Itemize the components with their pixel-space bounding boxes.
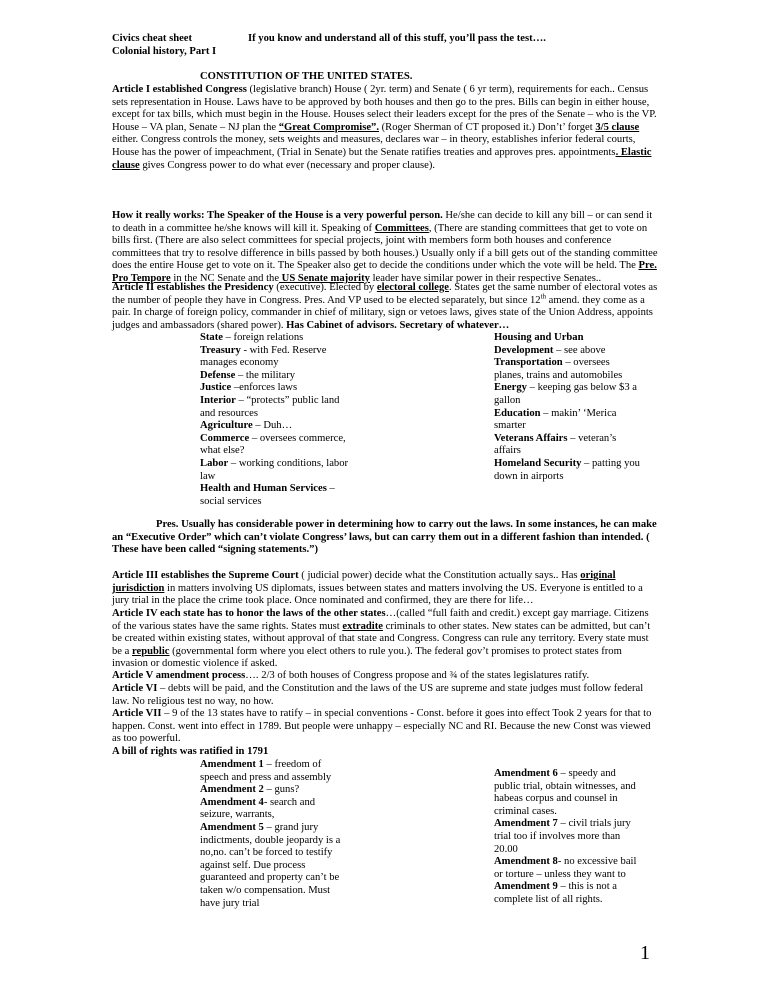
amendment-item [200, 797, 340, 810]
article-1-text-2: (Roger Sherman of CT proposed it.) Don’t’ forget [378, 121, 596, 133]
amendment-item-text: - no excessive bail [557, 856, 637, 868]
elastic-clause-term: . Elastic clause [112, 146, 652, 171]
cabinet-item-label: Education [494, 407, 541, 419]
article-2-lead: Article II establishes the Presidency [112, 282, 274, 293]
superscript: th [540, 292, 547, 301]
cabinet-item [494, 433, 640, 446]
amendment-item [200, 809, 340, 822]
document-title: CONSTITUTION OF THE UNITED STATES. [200, 71, 413, 82]
cabinet-item-label: Agriculture [200, 420, 253, 432]
cabinet-item-label: Health and Human Services [200, 483, 327, 495]
cabinet-item [200, 496, 348, 509]
amendment-item-text: or torture – unless they want to [494, 868, 626, 880]
article-2-text-2: . States get the same number of electoral votes as the number of people they have in Congress. Pres. And VP used to be elected separately, but since 12 [112, 282, 658, 306]
cabinet-item [494, 357, 640, 370]
cabinet-item [494, 471, 640, 484]
article-3-text-2: in matters involving US diplomats, issues between states and matters involving the US. Everyone is entitled to a jury trial in the place the crime took place. Once nominated and confirmed, they are there for life… [112, 582, 643, 607]
article-1-text-4: gives Congress power to do what ever (necessary and proper clause). [139, 159, 436, 171]
article-3-lead: Article III establishes the Supreme Court [112, 570, 299, 581]
cabinet-item [494, 420, 640, 433]
article-4-text: …(called “full faith and credit.) except gay marriage. Citizens of the various states have the same rights. States must [112, 608, 649, 632]
cabinet-item [494, 408, 640, 421]
cabinet-item [200, 420, 348, 433]
header-title: Civics cheat sheet [112, 33, 193, 44]
cabinet-item-text: planes, trains and automobiles [494, 369, 623, 381]
amendment-item-label: Amendment 9 [494, 881, 558, 893]
cabinet-item-text: law [200, 470, 216, 482]
amendment-item-label: Amendment 8 [494, 856, 558, 868]
cabinet-item-text: – keeping gas below $3 a [526, 382, 637, 394]
amendment-item-label: Amendment 2 [200, 784, 264, 796]
cabinet-item [200, 370, 348, 383]
cabinet-item-text: – Duh… [252, 420, 293, 432]
republic-term: republic [132, 645, 170, 657]
amendment-item-label: Amendment 7 [494, 818, 558, 830]
amendment-item [200, 784, 340, 797]
article-4-text-3: (governmental form where you elect others to rule you.). The federal gov’t promises to protect states from invasion or domestic violence if asked. [112, 645, 622, 670]
cabinet-item [494, 458, 640, 471]
amendment-item-text: – grand jury [263, 821, 319, 833]
cabinet-item-text: – see above [553, 344, 606, 356]
cabinet-item-label: Interior [200, 394, 236, 406]
cabinet-item-label: Veterans Affairs [494, 432, 568, 444]
original-jurisdiction-term: original jurisdiction [112, 570, 616, 594]
amendment-item-text: criminal cases. [494, 805, 557, 817]
article-6-text: – debts will be paid, and the Constitution and the laws of the US are supreme and state judges must follow federal law. No religious test no way, no how. [112, 683, 644, 707]
article-1-lead: Article I established Congress [112, 84, 247, 95]
article-1-text: (legislative branch) House ( 2yr. term) and Senate ( 6 yr term), requirements for each.. Census sets representation in House. Laws have to be approved by both houses and then go to the pres. Bills can begin in either house, except for tax bills, which must begin in the House. Houses select their leaders except for the pres of the Senate – who is the VP. House – VA plan, Senate – NJ plan the [112, 84, 657, 133]
cabinet-item [494, 345, 640, 358]
article-1-paragraph [112, 84, 658, 172]
article-3-paragraph [112, 570, 658, 608]
amendment-item [494, 881, 636, 894]
how-it-works-paragraph [112, 210, 658, 286]
cabinet-item [200, 458, 348, 471]
amendment-item-text: public trial, obtain witnesses, and [494, 780, 636, 792]
amendment-item [494, 831, 636, 844]
cabinet-item-text: social services [200, 495, 262, 507]
cabinet-item-text: gallon [494, 394, 521, 406]
amendment-item [494, 818, 636, 831]
cabinet-item-text: – oversees commerce, [249, 432, 346, 444]
amendment-item [494, 793, 636, 806]
article-2-paragraph [112, 282, 658, 332]
amendment-item-text: taken w/o compensation. Must [200, 884, 331, 896]
committees-term: Committees [374, 222, 429, 234]
amendment-item [200, 772, 340, 785]
cabinet-item [200, 471, 348, 484]
cabinet-item-text: – working conditions, labor [228, 457, 349, 469]
amendment-item-text: – guns? [263, 784, 300, 796]
amendment-item [494, 781, 636, 794]
three-fifths-term: 3/5 clause [595, 121, 640, 133]
article-7-text: – 9 of the 13 states have to ratify – in special conventions - Const. before it goes into effect Took 2 years for that to happen. Const. went into effect in 1789. But people were unhappy – especially NC and RI. Because the new Const was viewed as too powerful. [112, 708, 652, 745]
cabinet-item [200, 382, 348, 395]
amendment-item [200, 898, 340, 911]
cabinet-item-text: – patting you [581, 457, 640, 469]
cabinet-lead: Has Cabinet of advisors. Secretary of whatever… [286, 319, 510, 331]
amendment-item-text: habeas corpus and counsel in [494, 793, 618, 805]
cabinet-item [200, 395, 348, 408]
cabinet-item [494, 382, 640, 395]
amendment-item [200, 872, 340, 885]
amendment-item [494, 856, 636, 869]
cabinet-item [200, 408, 348, 421]
cabinet-item-label: Homeland Security [494, 457, 582, 469]
cabinet-item [200, 357, 348, 370]
amendment-item-text: – speedy and [557, 768, 616, 779]
amendment-item-text: - search and [263, 796, 316, 808]
amendment-item [200, 847, 340, 860]
header-subtitle: Colonial history, Part I [112, 46, 217, 57]
article-6-paragraph [112, 683, 658, 708]
amendment-item [494, 768, 636, 781]
cabinet-item [200, 445, 348, 458]
cabinet-item-label: Development [494, 344, 554, 356]
senate-majority-term: US Senate majority [279, 272, 370, 284]
bill-of-rights-heading: A bill of rights was ratified in 1791 [112, 746, 269, 757]
how-it-works-lead: How it really works: The Speaker of the House is a very powerful person. [112, 210, 443, 221]
cabinet-item [494, 445, 640, 458]
article-1-text-3: either. Congress controls the money, sets weights and measures, declares war – in theory, establishes inferior federal courts, House has the power of impeachment, (Trial in Senate) but the Senate ratifies treaties and approves pres. appointments [112, 134, 636, 158]
amendment-item-text: 20.00 [494, 843, 518, 855]
article-5-text: …. 2/3 of both houses of Congress propose and ¾ of the states legislatures ratify. [245, 670, 590, 681]
amendment-item-label: Amendment 5 [200, 821, 264, 833]
pro-tempore-term: Pre. Pro Tempore [112, 260, 657, 284]
cabinet-right-list [494, 332, 640, 483]
amendment-item-text: – this is not a [557, 881, 618, 893]
article-4-paragraph [112, 608, 658, 671]
amendment-item-text: complete list of all rights. [494, 893, 603, 905]
cabinet-item-text: – the military [235, 369, 296, 381]
how-it-works-text-2: , (There are standing committees that get to vote on bills first. (There are also select committees for special projects, joint with members form both houses and conference committees that try to resolve difference in bills passed by both houses.) Usually only if a bill gets out of the standing committee does the entire House get to vote on it. The Speaker also get to decide the conditions under which the vote will be held. The [112, 222, 658, 272]
article-7-paragraph [112, 708, 658, 746]
cabinet-item-text: – makin’ ‘Merica [540, 407, 617, 419]
cabinet-item [200, 433, 348, 446]
great-compromise-term: “Great Compromise”. [278, 121, 379, 133]
cabinet-item-text: –enforces laws [231, 382, 298, 394]
amendment-item [200, 885, 340, 898]
amendment-item-text: – freedom of [263, 759, 322, 770]
how-it-works-text-4: leader have similar power in their respective Senates.. [369, 272, 602, 284]
cabinet-item-text: – “protects” public land [235, 394, 340, 406]
cabinet-item-text: – veteran’s [567, 432, 617, 444]
cabinet-left-list [200, 332, 348, 508]
amendments-left-list [200, 759, 340, 910]
article-5-paragraph [112, 670, 658, 683]
cabinet-item-text: and resources [200, 407, 258, 419]
header-tagline: If you know and understand all of this stuff, you’ll pass the test…. [248, 33, 546, 44]
cabinet-item [494, 395, 640, 408]
amendment-item [494, 806, 636, 819]
extradite-term: extradite [342, 620, 383, 632]
amendment-item [200, 822, 340, 835]
cabinet-item-text: – oversees [562, 357, 610, 369]
how-it-works-text: He/she can decide to kill any bill – or can send it to death in a committee he/she knows will kill it. Speaking of [112, 210, 653, 234]
cabinet-item [200, 483, 348, 496]
electoral-college-term: electoral college [376, 282, 449, 293]
cabinet-item [200, 332, 348, 345]
amendment-item [200, 860, 340, 873]
article-5-lead: Article V amendment process [112, 670, 246, 681]
amendment-item [200, 835, 340, 848]
article-6-lead: Article VI [112, 683, 158, 694]
president-power-note: Pres. Usually has considerable power in determining how to carry out the laws. In some instances, he can make an “Executive Order” which can’t violate Congress’ laws, but can carry them out in a different fashion than intended. ( These have been called “signing statements.”) [112, 519, 657, 556]
cabinet-item [494, 332, 640, 345]
amendment-item [494, 894, 636, 907]
article-2-text-3: amend. they come as a pair. In charge of foreign policy, commander in chief of military, sign or vetoes laws, gives state of the Union Address, appoints judges and ambassadors (shared power). [112, 294, 653, 331]
amendment-item-text: seizure, warrants, [200, 809, 275, 821]
cabinet-item-label: Energy [494, 382, 527, 394]
article-4-lead: Article IV each state has to honor the laws of the other states [112, 608, 386, 619]
amendment-item-text: no,no. can’t be forced to testify [200, 847, 333, 859]
amendment-item [494, 844, 636, 857]
cabinet-item-text: down in airports [494, 470, 564, 482]
amendment-item-label: Amendment 6 [494, 768, 558, 779]
amendment-item-label: Amendment 4 [200, 796, 264, 808]
cabinet-item-label: Treasury [200, 344, 241, 356]
cabinet-item-text: smarter [494, 420, 526, 432]
cabinet-item-text: – foreign relations [222, 332, 304, 343]
amendment-item-label: Amendment 1 [200, 759, 264, 770]
cabinet-item-text: affairs [494, 445, 521, 457]
amendment-item-text: speech and press and assembly [200, 771, 332, 783]
amendments-right-list [494, 768, 636, 907]
amendment-item [494, 869, 636, 882]
amendment-item-text: trial too if involves more than [494, 830, 621, 842]
amendment-item-text: – civil trials jury [557, 818, 631, 830]
cabinet-item-text: – [326, 483, 335, 495]
amendment-item-text: guaranteed and property can’t be [200, 872, 340, 884]
amendment-item-text: against self. Due process [200, 859, 306, 871]
article-2-text: (executive). Elected by [273, 282, 377, 293]
cabinet-item-label: Housing and Urban [494, 332, 584, 343]
amendment-item-text: indictments, double jeopardy is a [200, 834, 341, 846]
cabinet-item-label: Labor [200, 457, 229, 469]
cabinet-item-text: manages economy [200, 357, 279, 369]
article-7-lead: Article VII [112, 708, 162, 719]
cabinet-item-label: Defense [200, 369, 236, 381]
cabinet-item-label: Transportation [494, 357, 563, 369]
article-3-text: ( judicial power) decide what the Constitution actually says.. Has [298, 570, 581, 581]
cabinet-item-label: Justice [200, 382, 232, 394]
article-4-text-2: criminals to other states. New states can be admitted, but can’t be created within existing states, without approval of that state and Congress. Congress can rule any territory. Every state must be a [112, 620, 651, 657]
page-number: 1 [640, 942, 650, 964]
cabinet-item-label: Commerce [200, 432, 250, 444]
amendment-item-text: have jury trial [200, 897, 260, 909]
cabinet-item [494, 370, 640, 383]
cabinet-item-text: - with Fed. Reserve [240, 344, 327, 356]
how-it-works-text-3: in the NC Senate and the [170, 272, 280, 284]
cabinet-item-label: State [200, 332, 223, 343]
amendment-item [200, 759, 340, 772]
cabinet-item [200, 345, 348, 358]
cabinet-item-text: what else? [200, 445, 245, 457]
